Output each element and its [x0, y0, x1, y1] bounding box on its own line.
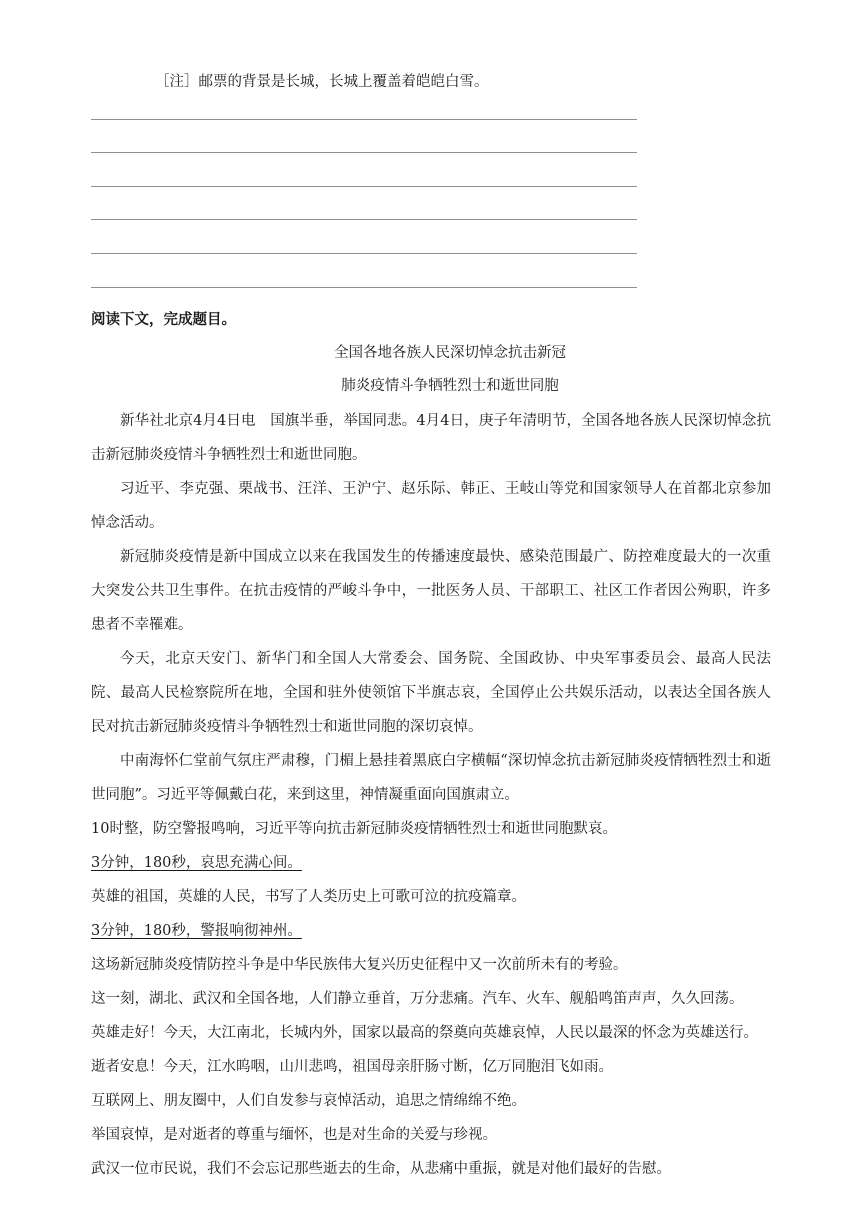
- reading-instruction: 阅读下文，完成题目。: [91, 311, 236, 328]
- stamp-note: ［注］邮票的背景是长城，长城上覆盖着皑皑白雪。: [155, 74, 489, 90]
- article-paragraph: [91, 846, 771, 880]
- article-paragraph: 武汉一位市民说，我们不会忘记那些逝去的生命，从悲痛中重振，就是对他们最好的告慰。: [91, 1161, 671, 1177]
- article-paragraph: 习近平、李克强、栗战书、汪洋、王沪宁、赵乐际、韩正、王岐山等党和国家领导人在首都北京参加悼念活动。: [91, 481, 771, 531]
- article-title-line1: 全国各地各族人民深切悼念抗击新冠: [334, 345, 566, 361]
- article-paragraph: 这一刻，湖北、武汉和全国各地，人们静立垂首，万分悲痛。汽车、火车、舰船鸣笛声声，久久回荡。: [91, 991, 744, 1007]
- answer-line[interactable]: [91, 186, 637, 187]
- article-title-line2: 肺炎疫情斗争牺牲烈士和逝世同胞: [341, 378, 559, 394]
- article-paragraph: 这场新冠肺炎疫情防控斗争是中华民族伟大复兴历史征程中又一次前所未有的考验。: [91, 957, 628, 973]
- article-paragraph: 举国哀悼，是对逝者的尊重与缅怀，也是对生命的关爱与珍视。: [91, 1127, 497, 1143]
- article-paragraph: 新华社北京4月4日电 国旗半垂，举国同悲。4月4日，庚子年清明节，全国各地各族人民深切悼念抗击新冠肺炎疫情斗争牺牲烈士和逝世同胞。: [91, 413, 771, 463]
- article-paragraph: 逝者安息！今天，江水呜咽，山川悲鸣，祖国母亲肝肠寸断，亿万同胞泪飞如雨。: [91, 1059, 613, 1075]
- article-paragraph: 互联网上、朋友圈中，人们自发参与哀悼活动，追思之情绵绵不绝。: [91, 1093, 526, 1109]
- answer-line[interactable]: [91, 152, 637, 153]
- answer-line[interactable]: [91, 253, 637, 254]
- answer-line[interactable]: [91, 219, 637, 220]
- article-paragraph: [91, 914, 771, 948]
- article-paragraph: 英雄的祖国，英雄的人民，书写了人类历史上可歌可泣的抗疫篇章。: [91, 889, 526, 905]
- article-paragraph: 今天，北京天安门、新华门和全国人大常委会、国务院、全国政协、中央军事委员会、最高人民法院、最高人民检察院所在地，全国和驻外使领馆下半旗志哀，全国停止公共娱乐活动，以表达全国各族人民对抗击新冠肺炎疫情斗争牺牲烈士和逝世同胞的深切哀悼。: [91, 651, 771, 735]
- article-paragraph: 英雄走好！今天，大江南北，长城内外，国家以最高的祭奠向英雄哀悼，人民以最深的怀念为英雄送行。: [91, 1025, 758, 1041]
- answer-line[interactable]: [91, 119, 637, 120]
- article-paragraph: 中南海怀仁堂前气氛庄严肃穆，门楣上悬挂着黑底白字横幅“深切悼念抗击新冠肺炎疫情牺牲烈士和逝世同胞”。习近平等佩戴白花，来到这里，神情凝重面向国旗肃立。: [91, 753, 771, 803]
- article-paragraph: 10时整，防空警报鸣响，习近平等向抗击新冠肺炎疫情牺牲烈士和逝世同胞默哀。: [91, 821, 617, 837]
- underlined-sentence: 3分钟，180秒，哀思充满心间。: [91, 855, 302, 871]
- underlined-sentence: 3分钟，180秒，警报响彻神州。: [91, 923, 302, 939]
- answer-line[interactable]: [91, 287, 637, 288]
- article-body: [91, 404, 771, 1186]
- article-paragraph: 新冠肺炎疫情是新中国成立以来在我国发生的传播速度最快、感染范围最广、防控难度最大的一次重大突发公共卫生事件。在抗击疫情的严峻斗争中，一批医务人员、干部职工、社区工作者因公殉职，许多患者不幸罹难。: [91, 549, 771, 633]
